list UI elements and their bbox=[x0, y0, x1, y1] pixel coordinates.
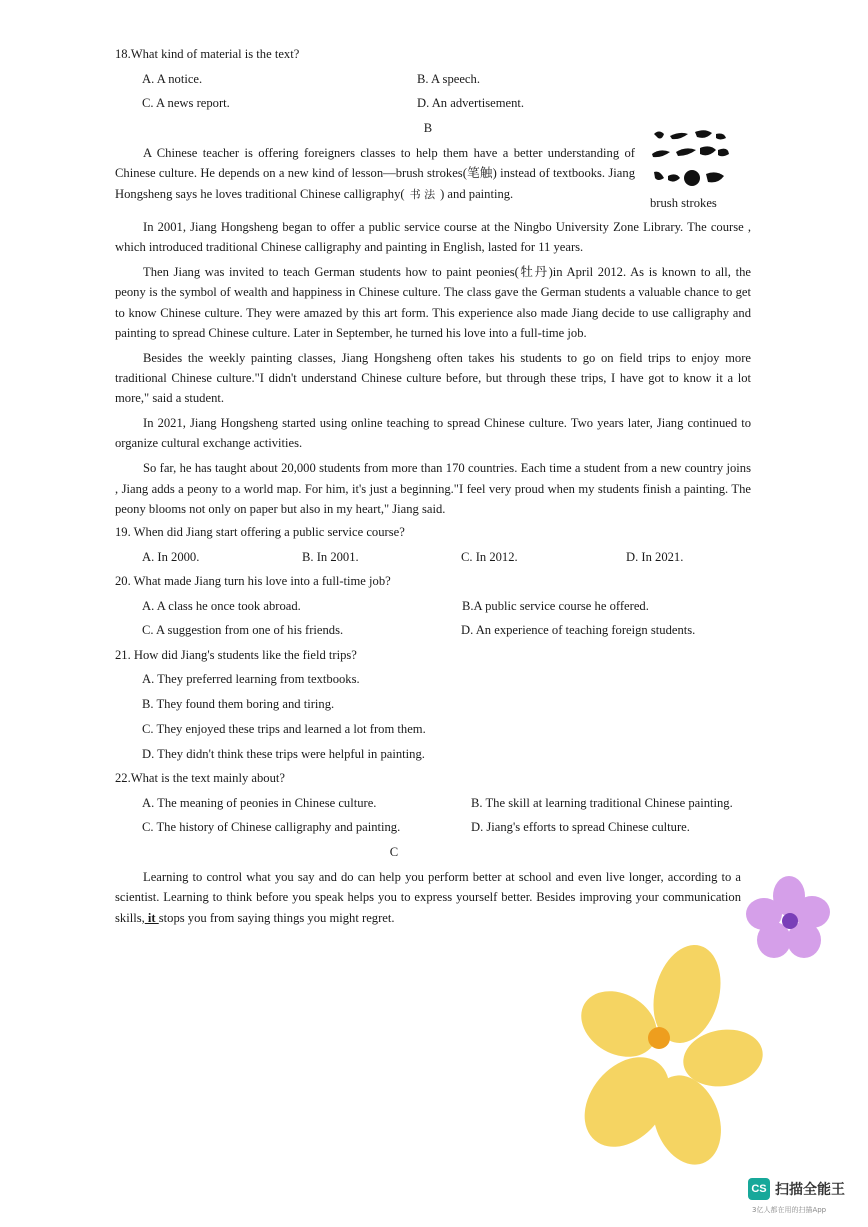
q19-option-b: B. In 2001. bbox=[302, 550, 359, 564]
brush-strokes-caption: brush strokes bbox=[650, 196, 717, 210]
q20-stem: 20. What made Jiang turn his love into a full-time job? bbox=[115, 574, 391, 588]
q18-option-a: A. A notice. bbox=[142, 72, 203, 86]
q18-option-b: B. A speech. bbox=[417, 72, 480, 86]
q19-option-a: A. In 2000. bbox=[142, 550, 200, 564]
q21-stem: 21. How did Jiang's students like the field trips? bbox=[115, 648, 357, 662]
q19-option-c: C. In 2012. bbox=[461, 550, 518, 564]
camscanner-name: 扫描全能王 bbox=[775, 1182, 845, 1198]
q18-option-c: C. A news report. bbox=[142, 96, 230, 110]
q22-option-b: B. The skill at learning traditional Chinese painting. bbox=[471, 796, 733, 810]
q22-stem: 22.What is the text mainly about? bbox=[115, 771, 285, 785]
passage-b-paragraph-1 bbox=[115, 143, 635, 209]
q18-stem: 18.What kind of material is the text? bbox=[115, 47, 300, 61]
camscanner-logo-icon: CS bbox=[748, 1178, 770, 1200]
q20-option-a: A. A class he once took abroad. bbox=[142, 599, 301, 613]
passage-b-heading: B bbox=[423, 121, 433, 135]
q21-option-d: D. They didn't think these trips were helpful in painting. bbox=[142, 747, 425, 761]
q22-option-c: C. The history of Chinese calligraphy and painting. bbox=[142, 820, 401, 834]
passage-b-paragraph-3: Then Jiang was invited to teach German students how to paint peonies(牡丹)in April 2012. As is known to all, the peony is the symbol of wealth and happiness in Chinese culture. The class gave the German students a valuable chance to get to know Chinese culture. They were amazed by this art form. This experience also made Jiang decide to use calligraphy and painting to spread Chinese culture. Later in September, he turned his love into a full-time job. bbox=[115, 265, 751, 340]
q21-option-c: C. They enjoyed these trips and learned a lot from them. bbox=[142, 722, 426, 736]
q22-option-d: D. Jiang's efforts to spread Chinese culture. bbox=[471, 820, 690, 834]
passage-c-p1-tail: stops you from saying things you might regret. bbox=[158, 910, 395, 925]
passage-b-paragraph-6: So far, he has taught about 20,000 students from more than 170 countries. Each time a student from a new country joins , Jiang adds a peony to a world map. For him, it's just a beginning."I feel very proud when my students finish a painting. The peony blooms not only on paper but also in my heart," Jiang said. bbox=[115, 461, 751, 516]
underlined-it: it bbox=[144, 910, 159, 925]
q19-stem: 19. When did Jiang start offering a public service course? bbox=[115, 525, 405, 539]
calligraphy-cjk: 书 法 bbox=[409, 187, 436, 201]
q18-option-d: D. An advertisement. bbox=[417, 96, 525, 110]
q21-option-b: B. They found them boring and tiring. bbox=[142, 697, 335, 711]
passage-b-paragraph-2: In 2001, Jiang Hongsheng began to offer a public service course at the Ningbo University Zone Library. The course , which introduced traditional Chinese calligraphy and painting in English, lasted for 11 years. bbox=[115, 220, 751, 255]
q19-option-d: D. In 2021. bbox=[626, 550, 684, 564]
passage-c-body bbox=[115, 867, 741, 932]
q20-option-d: D. An experience of teaching foreign students. bbox=[461, 623, 696, 637]
brush-strokes-image bbox=[650, 128, 730, 190]
passage-b-body bbox=[115, 217, 751, 524]
yellow-flower-illustration bbox=[575, 942, 765, 1172]
q22-option-a: A. The meaning of peonies in Chinese culture. bbox=[142, 796, 377, 810]
passage-c-p1-lead: Learning to control what you say and do can help you perform better at school and even live longer, according to a scientist. Learning to think before you speak helps you to express yourself better. Besides improving your communication skills, bbox=[115, 870, 741, 925]
passage-b-paragraph-4: Besides the weekly painting classes, Jiang Hongsheng often takes his students to go on field trips to enjoy more traditional Chinese culture."I didn't understand Chinese culture before, but through these trips, I have got to know it a lot more," said a student. bbox=[115, 350, 751, 406]
camscanner-tagline: 3亿人都在用的扫描App bbox=[752, 1206, 827, 1214]
passage-b-p1-tail: ) and painting. bbox=[440, 186, 514, 201]
passage-b-paragraph-5: In 2021, Jiang Hongsheng started using online teaching to spread Chinese culture. Two years later, Jiang continued to organize cultural exchange activities. bbox=[115, 416, 751, 451]
q21-option-a: A. They preferred learning from textbooks. bbox=[142, 672, 360, 686]
q20-option-b: B.A public service course he offered. bbox=[462, 599, 649, 613]
passage-b-p1-lead: A Chinese teacher is offering foreigners classes to help them have a better understanding of Chinese culture. He depends on a new kind of lesson—brush strokes(笔触) instead of textbooks. Jiang Hongsheng says he loves traditional Chinese calligraphy( bbox=[115, 146, 635, 201]
passage-c-heading: C bbox=[389, 845, 399, 859]
q20-option-c: C. A suggestion from one of his friends. bbox=[142, 623, 344, 637]
